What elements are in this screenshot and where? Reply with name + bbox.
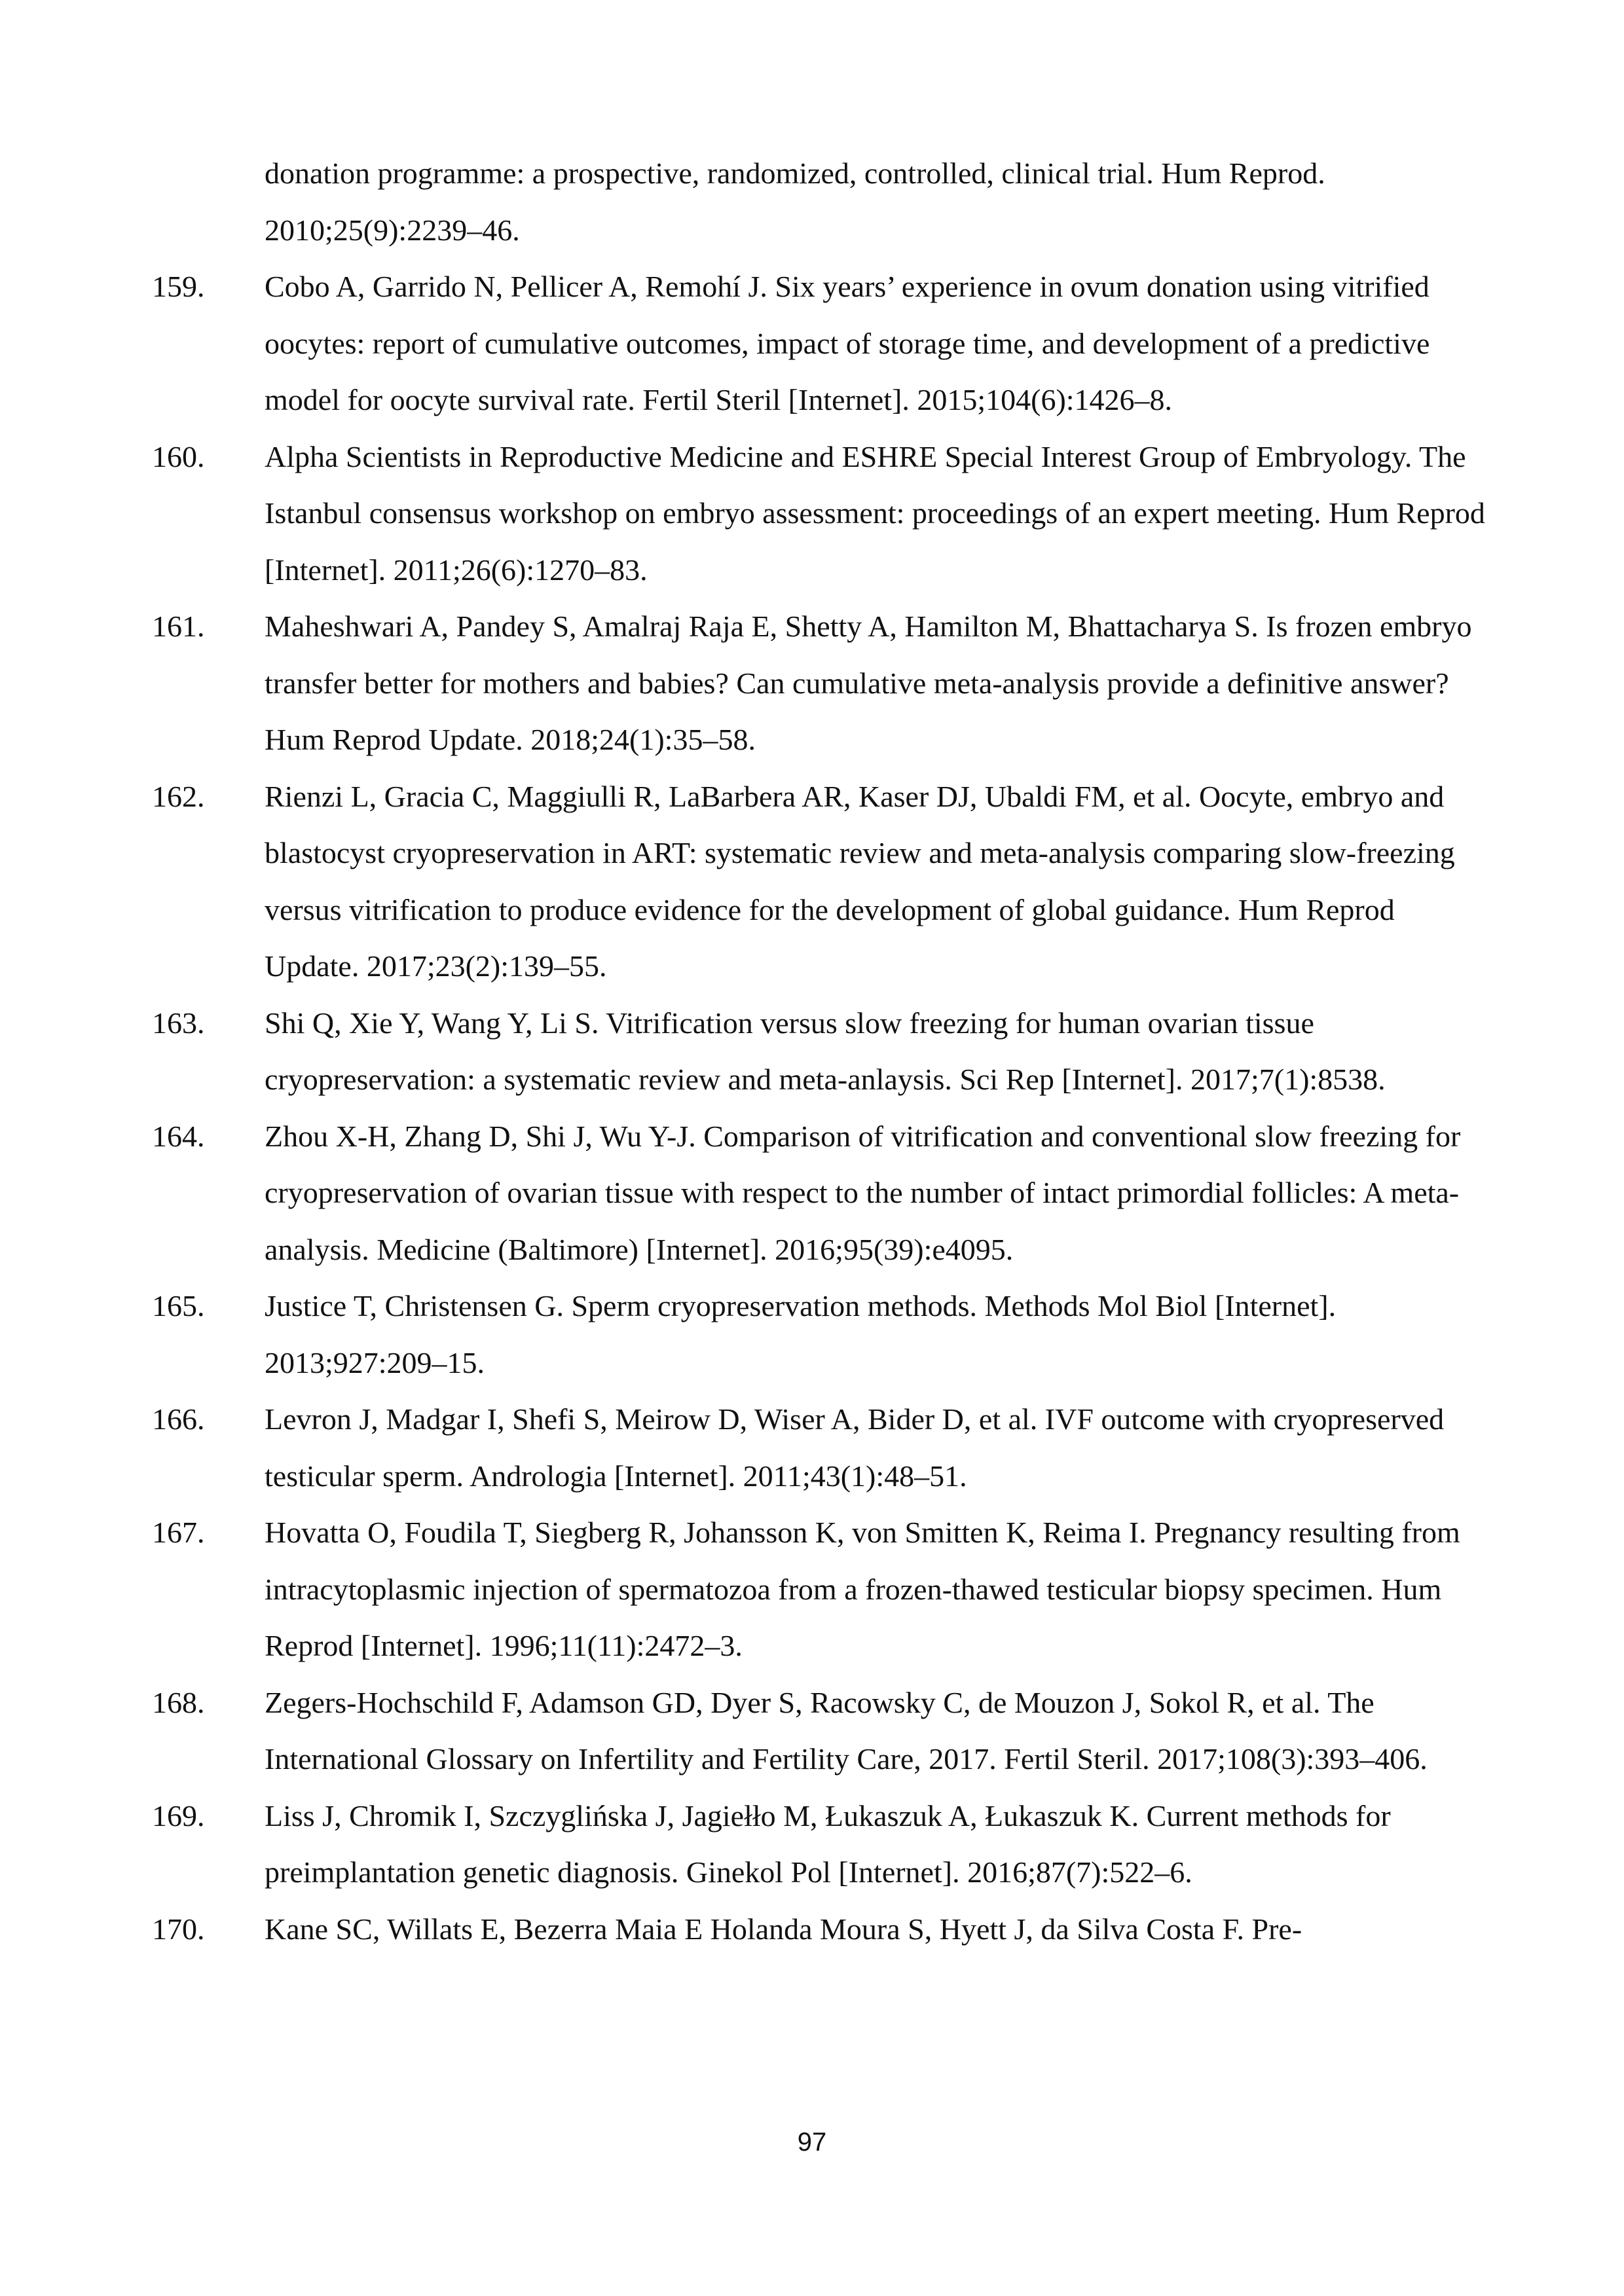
reference-continuation: donation programme: a prospective, randomized, controlled, clinical trial. Hum Reprod. 2010;25(9):2239–46. <box>265 156 1325 247</box>
reference-text: Alpha Scientists in Reproductive Medicine and ESHRE Special Interest Group of Embryology. The Istanbul consensus workshop on embryo assessment: proceedings of an expert meeting. Hum Reprod [Internet]. 2011;26(6):1270–83. <box>265 439 1485 587</box>
reference-text: Levron J, Madgar I, Shefi S, Meirow D, Wiser A, Bider D, et al. IVF outcome with cryopreserved testicular sperm. Andrologia [Internet]. 2011;43(1):48–51. <box>265 1402 1445 1493</box>
reference-text: Zhou X-H, Zhang D, Shi J, Wu Y-J. Comparison of vitrification and conventional slow freezing for cryopreservation of ovarian tissue with respect to the number of intact primordial follicles: A meta-analysis. Medicine (Baltimore) [Internet]. 2016;95(39):e4095. <box>265 1119 1461 1266</box>
reference-text: Rienzi L, Gracia C, Maggiulli R, LaBarbera AR, Kaser DJ, Ubaldi FM, et al. Oocyte, embryo and blastocyst cryopreservation in ART: systematic review and meta-analysis comparing slow-freezing versus vitrification to produce evidence for the development of global guidance. Hum Reprod Update. 2017;23(2):139–55. <box>265 779 1455 983</box>
reference-text: Justice T, Christensen G. Sperm cryopreservation methods. Methods Mol Biol [Internet]. 2013;927:209–15. <box>265 1289 1337 1379</box>
reference-text: Maheshwari A, Pandey S, Amalraj Raja E, Shetty A, Hamilton M, Bhattacharya S. Is frozen embryo transfer better for mothers and babies? Can cumulative meta-analysis provide a definitive answer? Hum Reprod Update. 2018;24(1):35–58. <box>265 610 1472 756</box>
reference-item-161 <box>152 598 1492 769</box>
reference-item-162 <box>152 769 1492 995</box>
reference-text: Hovatta O, Foudila T, Siegberg R, Johansson K, von Smitten K, Reima I. Pregnancy resulting from intracytoplasmic injection of spermatozoa from a frozen-thawed testicular biopsy specimen. Hum Reprod [Internet]. 1996;11(11):2472–3. <box>265 1516 1460 1662</box>
reference-item-164 <box>152 1108 1492 1279</box>
reference-text: Liss J, Chromik I, Szczyglińska J, Jagiełło M, Łukaszuk A, Łukaszuk K. Current methods for preimplantation genetic diagnosis. Ginekol Pol [Internet]. 2016;87(7):522–6. <box>265 1798 1391 1889</box>
reference-number: 159. <box>152 270 205 303</box>
reference-number: 164. <box>152 1119 205 1153</box>
reference-number: 163. <box>152 1006 205 1040</box>
reference-text: Cobo A, Garrido N, Pellicer A, Remohí J. Six years’ experience in ovum donation using vitrified oocytes: report of cumulative outcomes, impact of storage time, and development of a predictive model for oocyte survival rate. Fertil Steril [Internet]. 2015;104(6):1426–8. <box>265 270 1430 416</box>
reference-number: 161. <box>152 610 205 643</box>
reference-list <box>152 145 1492 1958</box>
reference-item-165 <box>152 1278 1492 1391</box>
reference-text: Kane SC, Willats E, Bezerra Maia E Holanda Moura S, Hyett J, da Silva Costa F. Pre- <box>265 1912 1302 1946</box>
reference-number: 169. <box>152 1798 205 1832</box>
reference-item-159 <box>152 259 1492 429</box>
reference-number: 168. <box>152 1685 205 1719</box>
reference-number: 162. <box>152 779 205 813</box>
page-number: 97 <box>797 2128 827 2157</box>
reference-text: Shi Q, Xie Y, Wang Y, Li S. Vitrification versus slow freezing for human ovarian tissue cryopreservation: a systematic review and meta-anlaysis. Sci Rep [Internet]. 2017;7(1):8538. <box>265 1006 1386 1096</box>
reference-number: 160. <box>152 439 205 473</box>
reference-item-163 <box>152 995 1492 1108</box>
reference-item-170 <box>152 1901 1492 1958</box>
reference-item-160 <box>152 429 1492 599</box>
reference-number: 167. <box>152 1516 205 1549</box>
reference-number: 165. <box>152 1289 205 1322</box>
reference-item-166 <box>152 1391 1492 1504</box>
reference-number: 166. <box>152 1402 205 1436</box>
reference-item-167 <box>152 1504 1492 1675</box>
reference-text: Zegers-Hochschild F, Adamson GD, Dyer S, Racowsky C, de Mouzon J, Sokol R, et al. The International Glossary on Infertility and Fertility Care, 2017. Fertil Steril. 2017;108(3):393–406. <box>265 1685 1428 1776</box>
reference-number: 170. <box>152 1912 205 1946</box>
reference-item-169 <box>152 1788 1492 1901</box>
reference-item-168 <box>152 1675 1492 1788</box>
